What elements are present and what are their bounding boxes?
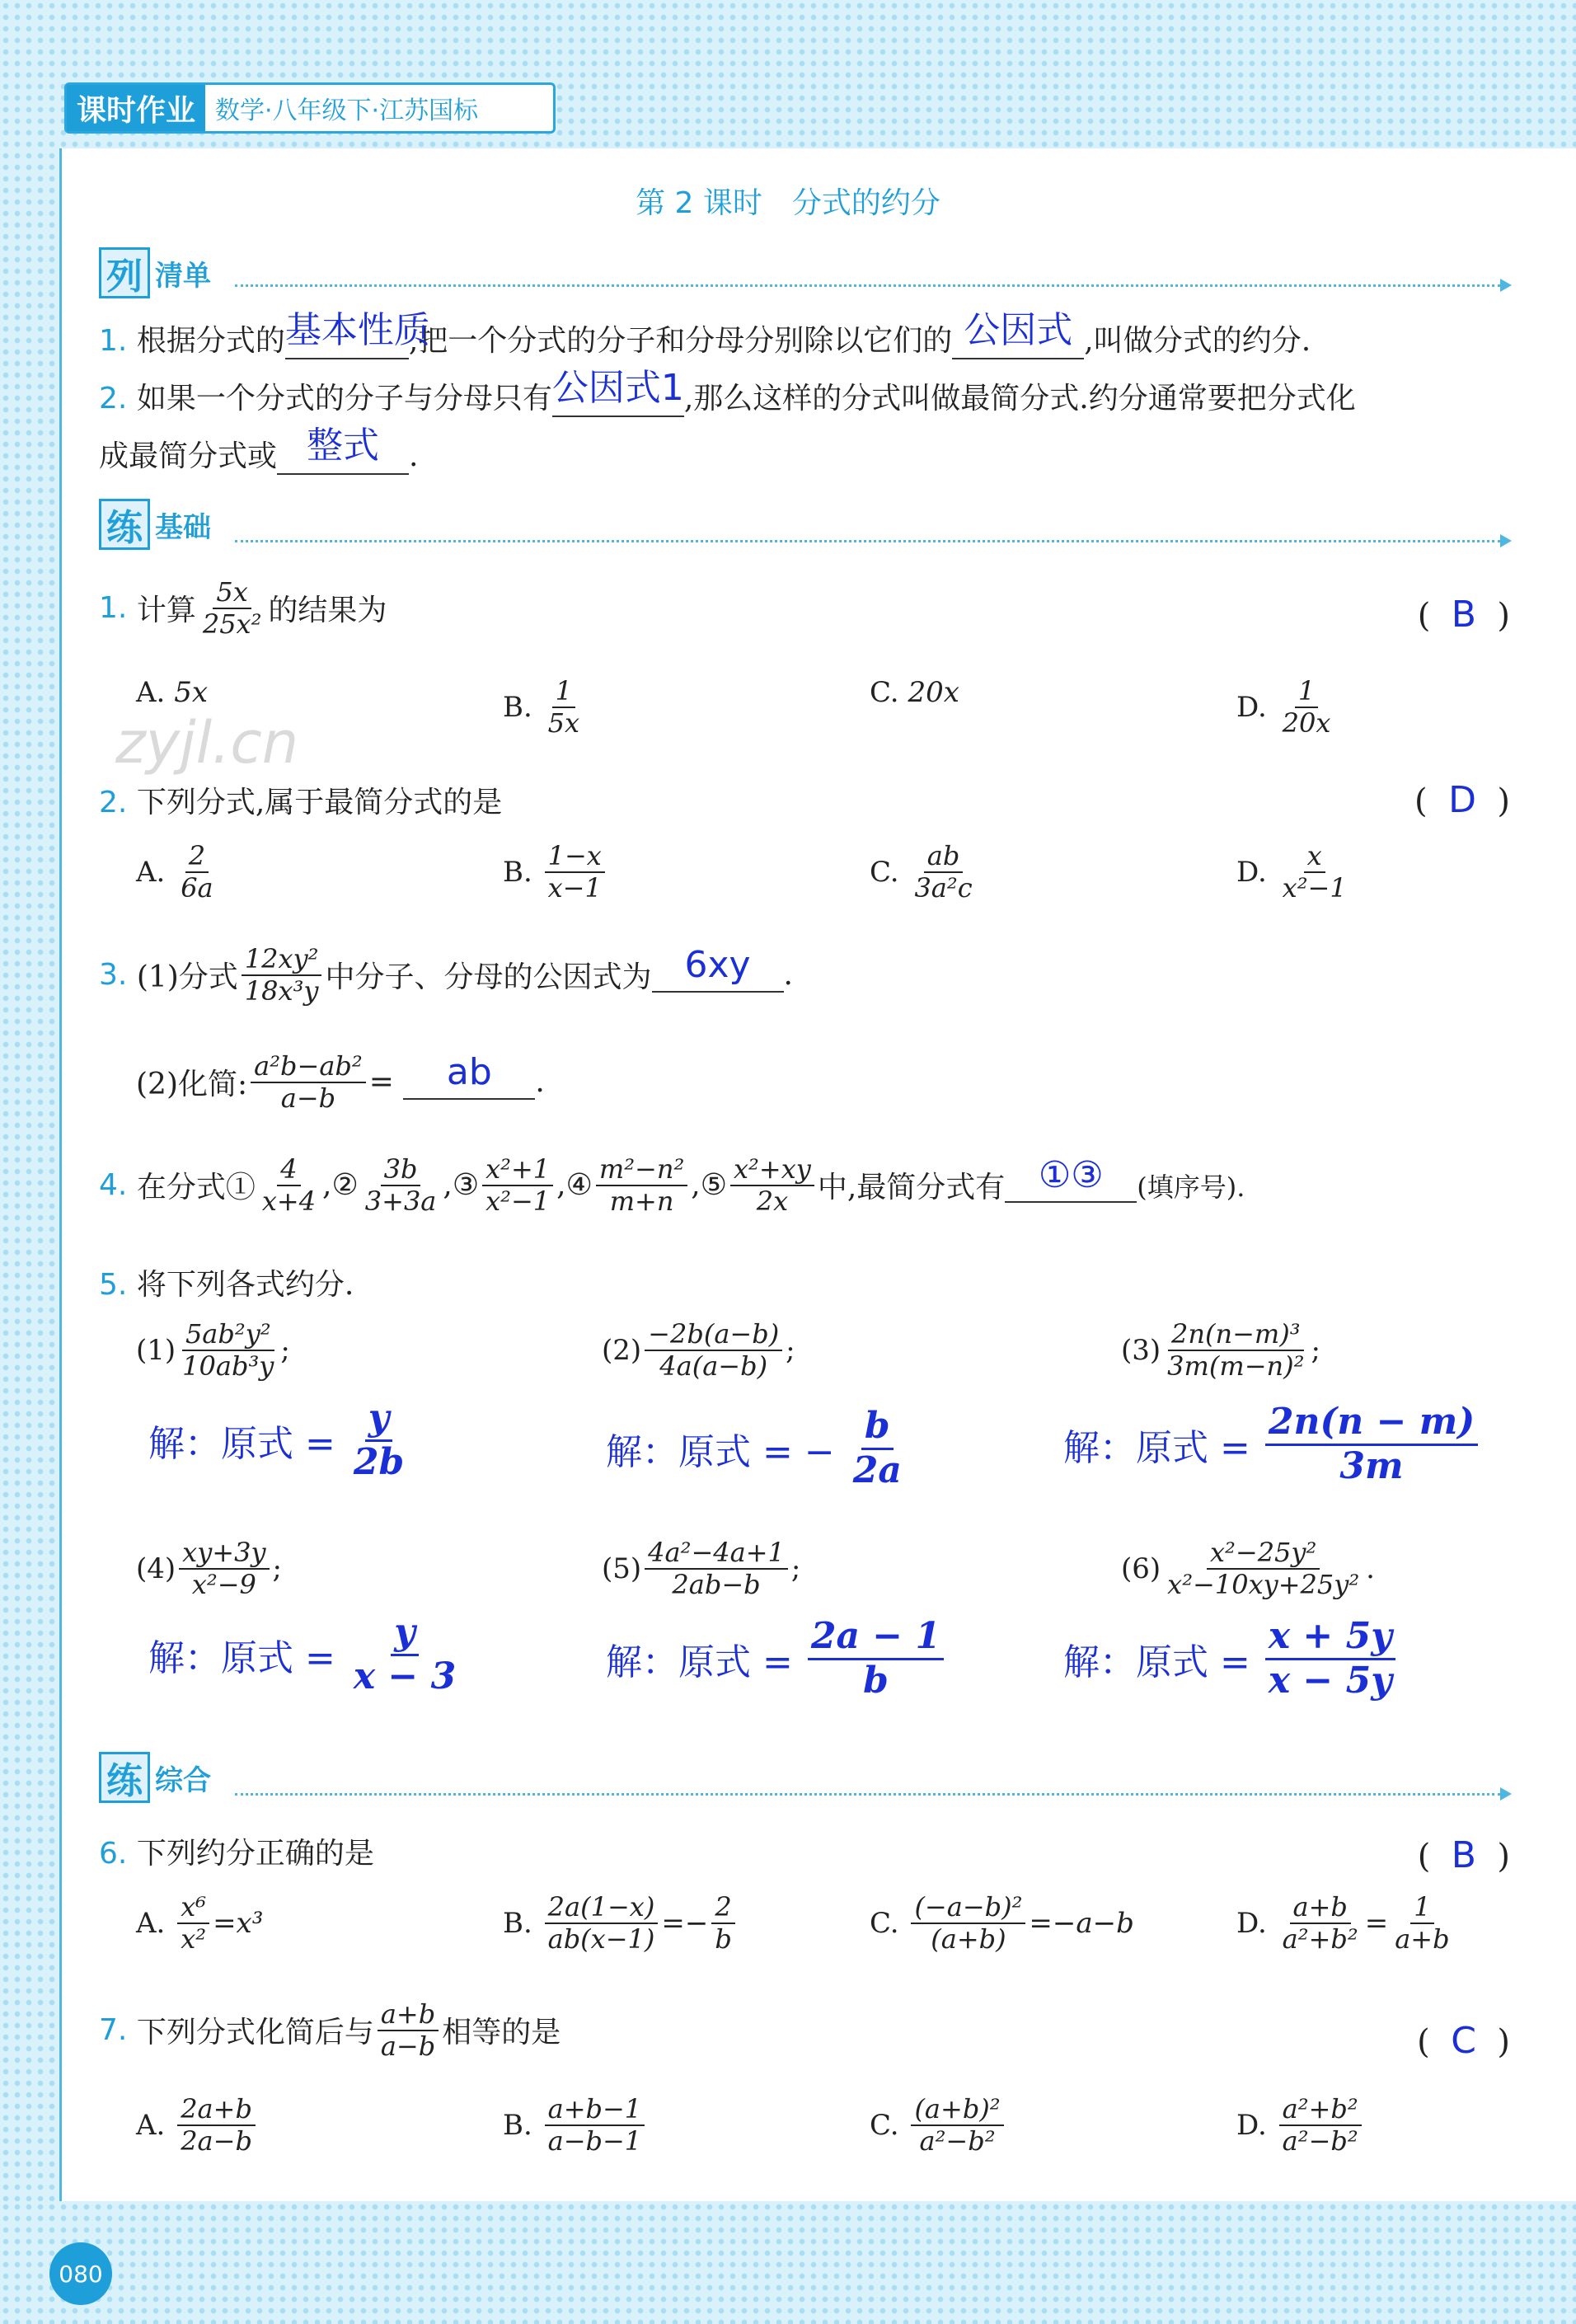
option-b[interactable] (503, 676, 586, 739)
fraction (545, 2094, 645, 2157)
section-synth-header (99, 1752, 211, 1803)
text-paren_r: ) (1497, 782, 1510, 820)
text-list-q2-b1: 公因式1 (551, 367, 684, 409)
text-q1-options-0-val: 5x (174, 676, 208, 709)
text-q1-options-3-d: 20x (1282, 707, 1331, 739)
text-q7-text_b: 相等的是 (442, 2016, 561, 2050)
text-q1-options-1-n: 1 (552, 676, 575, 708)
fraction (711, 1892, 734, 1955)
text-q1-text_b: 的结果为 (268, 594, 387, 628)
text-q6-options-2-d: (a+b) (931, 1923, 1006, 1955)
fraction (596, 1154, 687, 1217)
text-q6-options-1-n2: 2 (711, 1892, 734, 1924)
option-d[interactable] (1236, 1892, 1456, 1955)
option-a[interactable] (136, 676, 208, 709)
fraction (545, 1892, 659, 1955)
text-q5-items-4-sd: b (863, 1659, 889, 1702)
text-list-q2-b2: 整式 (307, 425, 380, 467)
option-b[interactable] (503, 841, 608, 904)
text-q4-f3n: x²+1 (482, 1154, 553, 1186)
text-q7-fd: a−b (380, 2030, 436, 2062)
question-2 (99, 779, 502, 821)
q5-solution-4 (148, 1612, 462, 1697)
text-q6-options-1-d: ab(x−1) (547, 1923, 655, 1955)
text-q4-f2d: 3+3a (364, 1185, 437, 1217)
text-paren_l: ( (1414, 782, 1428, 820)
answer-paren-1 (1418, 594, 1510, 636)
text-q2-options-3-d: x²−1 (1282, 871, 1347, 904)
text-q3-p1_n: 12xy² (242, 944, 322, 976)
text-q6-options-0-rhs: =x³ (213, 1906, 264, 1940)
fraction (911, 2094, 1003, 2157)
text-q5-items-0-sn: y (365, 1397, 393, 1442)
text-q5-items-0-label: (1) (136, 1333, 176, 1367)
fraction (242, 944, 322, 1007)
text-q2-options-1-label: B. (503, 855, 532, 889)
text-list-q1-t2: ,把一个分式的分子和分母分别除以它们的 (408, 324, 953, 358)
text-q7-fn: a+b (378, 1999, 439, 2031)
text-q1-frac_n: 5x (213, 577, 251, 609)
text-q3-num: 3. (99, 958, 128, 993)
text-q4-ans: ①③ (1038, 1154, 1104, 1197)
text-q1-num: 1. (99, 591, 128, 626)
text-q7-options-1-n: a+b−1 (545, 2094, 645, 2126)
fill-blank (551, 367, 684, 417)
list-item-2-cont (99, 425, 419, 475)
left-border-pattern (0, 0, 59, 2324)
q5-item-3 (1121, 1319, 1320, 1382)
section-basic-header (99, 499, 211, 550)
bottom-border-pattern (0, 2201, 1576, 2324)
fraction (177, 1892, 209, 1955)
question-1 (99, 577, 387, 640)
text-q5-items-0-sd: 2b (353, 1440, 405, 1483)
arrow-right-icon (1500, 279, 1512, 292)
fraction (1265, 1401, 1478, 1487)
text-q7-options-0-d: 2a−b (181, 2124, 252, 2157)
text-q4-c4: ,④ (556, 1168, 593, 1203)
fraction (177, 841, 216, 904)
text-q2-num: 2. (99, 786, 128, 819)
q5-solution-3 (1063, 1401, 1481, 1487)
text-q5-items-3-sd: x − 3 (353, 1655, 457, 1697)
text-q7-options-2-label: C. (870, 2108, 899, 2142)
section-divider (235, 284, 1500, 287)
section-list-title: 清单 (155, 259, 211, 293)
text-q3-p2_a: (2)化简: (136, 1068, 248, 1102)
text-q5-items-5-sd: x − 5y (1268, 1659, 1392, 1702)
q5-item-2 (602, 1319, 795, 1382)
text-q7-options-2-d: a²−b² (919, 2124, 996, 2157)
answer-paren-6 (1418, 1834, 1510, 1876)
fraction (1164, 1538, 1363, 1600)
text-q3-p1_b: 中分子、分母的公因式为 (325, 960, 652, 995)
question-4 (99, 1154, 1245, 1217)
text-q5-items-1-sd: 2a (852, 1448, 902, 1491)
text-q5-items-1-label: (2) (602, 1333, 642, 1367)
text-q6-options-0-d: x² (181, 1923, 207, 1955)
text-q1-options-1-label: B. (503, 690, 532, 724)
question-7 (99, 1999, 561, 2062)
option-c[interactable] (870, 2094, 1007, 2157)
text-q5-items-3-d: x²−9 (191, 1568, 256, 1600)
text-paren_l: ( (1417, 1838, 1431, 1876)
section-divider (235, 540, 1500, 542)
option-c[interactable] (870, 676, 959, 709)
question-5 (99, 1261, 354, 1303)
answer-paren-7 (1417, 2020, 1510, 2062)
q5-solution-1 (148, 1397, 410, 1483)
text-q5-items-1-sn: b (861, 1406, 894, 1450)
text-q4-f1d: x+4 (261, 1185, 317, 1217)
section-basic-title: 基础 (155, 510, 211, 544)
fraction (911, 1892, 1025, 1955)
text-q3-p2_ans: ab (446, 1051, 492, 1094)
header-bar (64, 82, 556, 134)
text-q6-options-3-d2: a+b (1395, 1923, 1450, 1955)
option-d[interactable] (1236, 841, 1353, 904)
fraction (179, 1538, 269, 1600)
text-q6-options-1-rhs: =− (661, 1906, 709, 1940)
fraction (251, 1051, 366, 1114)
text-q1-options-2-val: 20x (908, 676, 959, 709)
text-q5-items-2-sn: 2n(n − m) (1265, 1401, 1478, 1446)
fraction (808, 1616, 944, 1702)
text-q6-options-3-label: D. (1236, 1906, 1267, 1940)
text-paren_l: ( (1417, 597, 1431, 635)
fraction (1279, 2094, 1362, 2157)
text-q5-items-2-end: ; (1311, 1333, 1320, 1367)
option-c[interactable] (870, 841, 979, 904)
text-q5-items-4-end: ; (790, 1552, 801, 1585)
text-q7-options-0-n: 2a+b (177, 2094, 256, 2126)
fraction (645, 1319, 782, 1382)
fraction (850, 1406, 905, 1491)
text-list-q1-t3: ,叫做分式的约分. (1084, 324, 1311, 358)
text-q4-c: (填序号). (1137, 1171, 1245, 1203)
text-q3-p1_d: 18x³y (244, 974, 319, 1007)
text-q6-options-2-rhs: =−a−b (1029, 1906, 1134, 1940)
text-q5-items-2-label: (3) (1121, 1333, 1161, 1367)
text-q4-c2: ,② (322, 1168, 359, 1203)
text-q1-answer: B (1451, 594, 1476, 636)
text-q3-p2_eq: = (368, 1065, 394, 1100)
text-q7-options-1-label: B. (503, 2108, 532, 2142)
text-q4-f1n: 4 (277, 1154, 300, 1186)
text-q5-items-4-label: (5) (602, 1552, 642, 1585)
text-q3-p1_a: (1)分式 (136, 960, 238, 995)
text-q5-items-3-n: xy+3y (179, 1538, 269, 1570)
fraction (1265, 1616, 1395, 1702)
fraction (1391, 1892, 1452, 1955)
fraction (1279, 1892, 1362, 1955)
q5-solution-5 (606, 1616, 947, 1702)
text-q1-frac_d: 25x² (202, 608, 262, 640)
option-a[interactable] (136, 2094, 259, 2157)
fraction (645, 1538, 788, 1600)
text-q2-options-1-n: 1−x (545, 841, 605, 873)
text-q4-f4n: m²−n² (596, 1154, 687, 1186)
fraction (1279, 841, 1350, 904)
text-list-q1-b2: 公因式 (964, 309, 1073, 351)
text-q5-items-3-end: ; (272, 1552, 283, 1585)
answer-paren-2 (1414, 779, 1510, 821)
text-list-q1-b1: 基本性质 (284, 309, 430, 351)
page-number: 080 (49, 2242, 112, 2305)
section-divider (235, 1793, 1500, 1796)
text-q1-options-1-d: 5x (547, 707, 580, 739)
text-q5-text: 将下列各式约分. (136, 1268, 354, 1302)
text-q2-options-2-d: 3a²c (914, 871, 973, 904)
text-q6-options-1-label: B. (503, 1906, 532, 1940)
fill-blank (284, 309, 430, 359)
text-paren_r: ) (1497, 1838, 1510, 1876)
text-q5-items-5-sn: x + 5y (1265, 1616, 1395, 1660)
text-q1-text_a: 计算 (136, 594, 196, 628)
section-list-icon: 列 (99, 247, 150, 298)
text-q4-b: 中,最简分式有 (817, 1171, 1006, 1205)
option-a[interactable] (136, 841, 220, 904)
text-q6-options-3-n2: 1 (1410, 1892, 1433, 1924)
fraction (545, 841, 605, 904)
text-q6-options-0-label: A. (136, 1906, 166, 1940)
text-list-q1-num: 1. (99, 324, 128, 358)
text-q5-items-4-sn: 2a − 1 (808, 1616, 944, 1660)
fraction (545, 676, 583, 739)
text-q5-items-4-n: 4a²−4a+1 (645, 1538, 788, 1570)
text-paren_r: ) (1497, 2023, 1510, 2061)
fraction (362, 1154, 440, 1217)
text-q5-items-2-n: 2n(n−m)³ (1168, 1319, 1304, 1351)
lesson-title: 第 2 课时 分式的约分 (636, 186, 940, 220)
section-synth-title: 综合 (155, 1763, 211, 1797)
q5-item-1 (136, 1319, 290, 1382)
text-q6-num: 6. (99, 1837, 128, 1871)
text-q4-f2n: 3b (381, 1154, 421, 1186)
q5-solution-2 (606, 1406, 908, 1491)
text-q3-p2_d: a−b (280, 1082, 336, 1114)
text-q7-options-1-d: a−b−1 (547, 2124, 642, 2157)
text-q7-answer: C (1451, 2020, 1476, 2062)
text-list-q1-t1: 根据分式的 (136, 324, 285, 358)
text-q4-a: 在分式① (136, 1171, 256, 1205)
arrow-right-icon (1500, 534, 1512, 547)
q5-solution-6 (1063, 1616, 1399, 1702)
question-3-part2: (2)化简: $\frac{\text{a²b−ab²}}{a-b}$ = ab . (136, 1050, 545, 1114)
text-q6-options-1-n: 2a(1−x) (545, 1892, 659, 1924)
text-list-q2-t1: 如果一个分式的分子与分母只有 (136, 382, 552, 416)
option-d[interactable] (1236, 2094, 1365, 2157)
option-d[interactable] (1236, 676, 1337, 739)
text-q2-options-0-n: 2 (185, 841, 209, 873)
text-q4-f4d: m+n (609, 1185, 674, 1217)
text-list-q2-t2: ,那么这样的分式叫做最简分式.约分通常要把分式化 (683, 382, 1356, 416)
text-q1-options-3-label: D. (1236, 690, 1267, 724)
text-q5-items-3-label: (4) (136, 1552, 176, 1585)
fraction (482, 1154, 553, 1217)
text-q6-options-1-d2: b (715, 1923, 732, 1955)
fraction (378, 1999, 439, 2062)
text-q2-text: 下列分式,属于最简分式的是 (136, 786, 503, 819)
text-q2-options-1-d: x−1 (547, 871, 602, 904)
text-q2-answer: D (1448, 779, 1476, 821)
text-q2-options-0-d: 6a (181, 871, 213, 904)
text-q5-items-0-n: 5ab²y² (182, 1319, 274, 1351)
section-synth-icon: 练 (99, 1752, 150, 1803)
text-q6-options-2-label: C. (870, 1906, 899, 1940)
text-q5-items-0-d: 10ab³y (182, 1350, 274, 1382)
text-q4-c3: ,③ (443, 1168, 480, 1203)
list-item-2 (99, 367, 1356, 417)
text-q3-p1_ans: 6xy (684, 944, 751, 987)
text-q6-answer: B (1451, 1834, 1476, 1876)
text-q4-f5n: x²+xy (730, 1154, 814, 1186)
text-q6-options-3-n: a+b (1290, 1892, 1351, 1924)
text-q5-items-2-d: 3m(m−n)² (1167, 1350, 1305, 1382)
section-basic-icon: 练 (99, 499, 150, 550)
text-list-q2-t4: . (409, 439, 419, 473)
fill-blank (1005, 1154, 1137, 1203)
text-q5-items-4-sol: 解：原式 = (606, 1641, 793, 1684)
text-q3-p2_n: a²b−ab² (251, 1051, 366, 1083)
fraction (350, 1397, 407, 1483)
section-list-header (99, 247, 211, 298)
fraction (1279, 676, 1334, 739)
text-q5-items-1-end: ; (786, 1333, 795, 1367)
option-b[interactable] (503, 1892, 739, 1955)
text-q2-options-2-n: ab (924, 841, 964, 873)
text-q6-options-3-rhs: = (1364, 1906, 1389, 1940)
text-q5-items-2-sd: 3m (1339, 1444, 1404, 1487)
text-q4-f5d: 2x (756, 1185, 789, 1217)
text-q2-options-0-label: A. (136, 855, 166, 889)
watermark: zyjl.cn (115, 709, 299, 777)
text-q5-num: 5. (99, 1268, 128, 1302)
fraction (179, 1319, 277, 1382)
q5-item-6 (1121, 1538, 1375, 1600)
fill-blank (403, 1051, 535, 1100)
fill-blank (277, 425, 409, 475)
text-q5-items-3-sn: y (391, 1612, 419, 1656)
text-q6-options-2-n: (−a−b)² (911, 1892, 1025, 1924)
fraction (259, 1154, 319, 1217)
fraction (350, 1612, 459, 1697)
text-q5-items-1-sol: 解：原式 = − (606, 1431, 835, 1474)
text-q2-options-3-n: x (1304, 841, 1325, 873)
text-q2-options-2-label: C. (870, 855, 899, 889)
fraction (1164, 1319, 1307, 1382)
option-a[interactable] (136, 1892, 263, 1955)
text-q5-items-5-d: x²−10xy+25y² (1167, 1568, 1360, 1600)
text-paren_l: ( (1417, 2023, 1430, 2061)
text-q4-f3d: x²−1 (485, 1185, 551, 1217)
text-q6-options-3-d: a²+b² (1282, 1923, 1358, 1955)
text-q5-items-3-sol: 解：原式 = (148, 1637, 335, 1680)
fill-blank (652, 944, 784, 993)
text-q4-c5: ,⑤ (691, 1168, 727, 1203)
text-q5-items-5-sol: 解：原式 = (1063, 1641, 1250, 1684)
fraction (177, 2094, 256, 2157)
text-list-q2-t3: 成最简分式或 (99, 439, 278, 473)
text-q5-items-5-end: . (1366, 1552, 1375, 1585)
text-q7-options-2-n: (a+b)² (911, 2094, 1003, 2126)
text-paren_r: ) (1497, 597, 1510, 635)
text-q5-items-4-d: 2ab−b (672, 1568, 761, 1600)
text-q7-options-3-label: D. (1236, 2108, 1267, 2142)
header-subtitle: 数学·八年级下·江苏国标 (215, 96, 479, 125)
text-q5-items-1-n: −2b(a−b) (645, 1319, 782, 1351)
q5-item-4 (136, 1538, 282, 1600)
fraction (199, 577, 265, 640)
list-item-1 (99, 309, 1311, 359)
fraction (911, 841, 975, 904)
text-q5-items-0-end: ; (280, 1333, 290, 1367)
text-q7-text_a: 下列分式化简后与 (136, 2016, 374, 2050)
text-q7-options-0-label: A. (136, 2108, 166, 2142)
q5-item-5 (602, 1538, 800, 1600)
text-q1-options-2-label: C. (870, 676, 899, 709)
text-q1-options-3-n: 1 (1295, 676, 1318, 708)
text-q5-items-1-d: 4a(a−b) (659, 1350, 768, 1382)
text-q7-options-3-n: a²+b² (1279, 2094, 1362, 2126)
option-b[interactable] (503, 2094, 648, 2157)
text-list-q2-num: 2. (99, 382, 128, 416)
text-q6-options-0-n: x⁶ (177, 1892, 209, 1924)
brand-logo: 课时作业 (67, 85, 205, 131)
text-q7-num: 7. (99, 2013, 128, 2048)
text-q1-options-0-label: A. (136, 676, 166, 709)
question-6 (99, 1830, 374, 1872)
text-q4-num: 4. (99, 1168, 128, 1203)
text-q5-items-5-label: (6) (1121, 1552, 1161, 1585)
text-q5-items-2-sol: 解：原式 = (1063, 1427, 1250, 1470)
text-q2-options-3-label: D. (1236, 855, 1267, 889)
fill-blank (952, 309, 1084, 359)
text-q5-items-0-sol: 解：原式 = (148, 1423, 335, 1466)
text-q6-text: 下列约分正确的是 (136, 1837, 374, 1871)
arrow-right-icon (1500, 1787, 1512, 1801)
fraction (730, 1154, 814, 1217)
question-3-part1: 3. (1)分式 $\frac{\text{12xy²}}{\text{18x³y}}$ 中分子、分母的公因式为 6xy . (99, 943, 793, 1007)
text-q5-items-5-n: x²−25y² (1207, 1538, 1320, 1570)
option-c[interactable] (870, 1892, 1134, 1955)
text-q7-options-3-d: a²−b² (1282, 2124, 1358, 2157)
